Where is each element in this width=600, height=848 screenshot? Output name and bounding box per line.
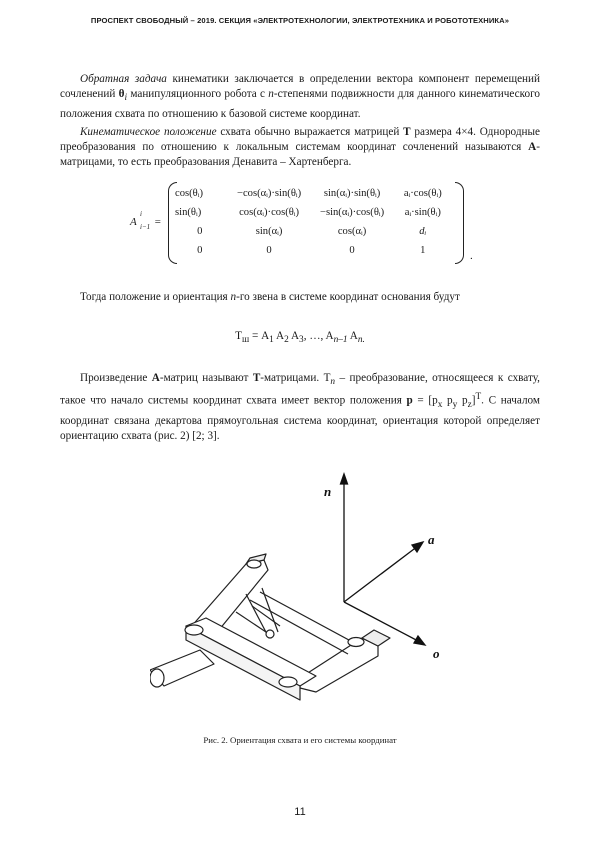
matrix-label-sub: i−1: [140, 223, 151, 231]
gripper-joint: [247, 560, 261, 568]
dh-matrix-equation: [130, 180, 490, 265]
matrix-row: [172, 203, 452, 222]
matrix-cell: cos(θᵢ): [175, 188, 203, 199]
formula-s1: 1: [269, 335, 274, 346]
gripper-rail: [260, 592, 360, 646]
matrix-row: [172, 222, 452, 241]
para4-text-e: = [p: [412, 395, 438, 408]
axis-a-label: a: [428, 532, 435, 547]
matrix-cell: 0: [349, 245, 355, 256]
para1-text-a: кинематики заключается в определении вектора компонент перемещений сочленений: [60, 73, 541, 101]
matrix-cell: 0: [266, 245, 272, 256]
matrix-cell: sin(αᵢ)·sin(θᵢ): [323, 188, 381, 199]
formula-an1: A: [325, 330, 334, 342]
px-sub: x: [437, 400, 443, 411]
paragraph-inverse-kinematics: [60, 72, 540, 122]
para4-text-g: p: [457, 395, 468, 408]
paragraph-t-matrices: [60, 371, 540, 444]
formula-a1: A: [261, 330, 270, 342]
t-matrix-symbol: T: [403, 126, 411, 138]
transform-product-formula: [0, 330, 600, 345]
theta-subscript: i: [124, 93, 128, 104]
para2-text-b: размера 4×4. Однородные преобразования по отношению к локальным системам координат сочленений называются: [60, 126, 540, 154]
gripper-figure: [150, 450, 460, 730]
term-inverse-problem: Обратная задача: [80, 73, 167, 85]
pz-sub: z: [467, 400, 472, 411]
matrix-cell: sin(θᵢ): [175, 207, 202, 218]
matrix-label-sup: i: [140, 210, 142, 218]
transpose-sup: T: [475, 392, 482, 403]
coordinate-axes: [341, 474, 426, 645]
formula-eq: =: [249, 330, 262, 342]
matrix-row: [172, 184, 452, 203]
axis-a-arrow: [412, 542, 423, 552]
para4-text-i: . С началом координат связана декартова прямоугольная система координат, ориентация которой определяет ориентацию схвата (рис. 2) [2; 3].: [60, 395, 541, 442]
para4-text-c: -матрицами. T: [260, 372, 331, 384]
theta-symbol: θ: [118, 88, 125, 101]
formula-sn1: n–1: [333, 335, 348, 346]
p-vector-symbol: p: [406, 395, 413, 408]
para3-text-a: Тогда положение и ориентация: [80, 291, 231, 303]
gripper-arm-lower: [300, 638, 378, 692]
formula-lhs: T: [235, 330, 242, 342]
para2-text-c: -матрицами, то есть преобразования Денавита – Хартенберга.: [60, 141, 540, 169]
page-number: 11: [294, 806, 306, 818]
matrix-cell: 0: [197, 226, 203, 237]
paragraph-link-position: [60, 290, 540, 305]
matrix-cell: aᵢ·sin(θᵢ): [404, 207, 441, 218]
matrix-cell: −sin(αᵢ)·cos(θᵢ): [319, 207, 385, 218]
para4-text-b: -матриц называют: [159, 372, 253, 384]
matrix-period: .: [470, 250, 473, 262]
axis-o-label: o: [433, 646, 440, 661]
formula-s3: 3: [299, 335, 304, 346]
axis-a-line: [344, 546, 418, 602]
para2-text-a: схвата обычно выражается матрицей: [216, 126, 404, 138]
para1-text-c: -степенями подвижности для данного кинематического положения схвата по отношению к базовой системе координат.: [60, 88, 540, 120]
formula-lhs-sub: ш: [241, 335, 250, 346]
para4-text-d: – преобразование, относящееся к схвату, такое что начало системы координат схвата имеет вектор положения: [60, 372, 540, 408]
gripper-base-bar: [186, 618, 316, 686]
gripper-finger: [262, 588, 278, 632]
para3-text-b: -го звена в системе координат основания будут: [236, 291, 460, 303]
tn-subscript: n: [330, 377, 336, 388]
matrix-label-a: A: [130, 216, 137, 228]
formula-an: A: [347, 330, 358, 342]
gripper-joint: [279, 677, 297, 687]
matrix-cell: aᵢ·cos(θᵢ): [403, 188, 442, 199]
figure-caption: Рис. 2. Ориентация схвата и его системы координат: [203, 735, 397, 745]
n-symbol: n: [268, 88, 274, 101]
running-header: ПРОСПЕКТ СВОБОДНЫЙ – 2019. СЕКЦИЯ «ЭЛЕКТРОТЕХНОЛОГИИ, ЭЛЕКТРОТЕХНИКА И РОБОТОТЕХНИКА»: [90, 16, 510, 25]
matrix-right-bracket: [455, 182, 464, 264]
formula-dots: , …,: [303, 330, 326, 342]
matrix-equals: =: [154, 216, 162, 228]
gripper-joint: [185, 625, 203, 635]
para4-text-a: Произведение: [80, 372, 152, 384]
axis-o-arrow: [414, 636, 425, 645]
gripper-center-point: [266, 630, 274, 638]
gripper-drawing: [150, 554, 390, 700]
para4-text-h: ]: [471, 395, 476, 408]
a-matrix-symbol: A: [151, 372, 160, 384]
para4-text-f: p: [442, 395, 453, 408]
t-matrix-symbol: T: [252, 372, 261, 384]
formula-a3: A: [288, 330, 300, 342]
matrix-cell: −cos(αᵢ)·sin(θᵢ): [236, 188, 302, 199]
axis-n-label: n: [324, 484, 332, 499]
matrix-cell: dᵢ: [419, 226, 427, 237]
para1-text-b: манипуляционного робота с: [127, 88, 269, 101]
n-symbol: n: [230, 291, 237, 303]
matrix-cell: cos(αᵢ): [337, 226, 367, 237]
gripper-joint: [348, 638, 364, 647]
matrix-body: [172, 184, 452, 260]
matrix-row: [172, 241, 452, 260]
formula-a2: A: [273, 330, 285, 342]
a-matrix-symbol: A: [528, 141, 537, 154]
gripper-rail: [250, 600, 348, 654]
formula-sn: n.: [357, 335, 365, 346]
matrix-cell: 1: [420, 245, 426, 256]
gripper-shaft-end: [150, 669, 164, 687]
term-kinematic-position: Кинематическое положение: [80, 126, 217, 138]
matrix-cell: 0: [197, 245, 203, 256]
paragraph-kinematic-position: [60, 125, 540, 171]
matrix-label: [130, 210, 162, 231]
formula-s2: 2: [284, 335, 289, 346]
axis-n-arrow: [341, 474, 348, 484]
py-sub: y: [452, 400, 458, 411]
matrix-cell: sin(αᵢ): [255, 226, 283, 237]
matrix-cell: cos(αᵢ)·cos(θᵢ): [239, 207, 300, 218]
